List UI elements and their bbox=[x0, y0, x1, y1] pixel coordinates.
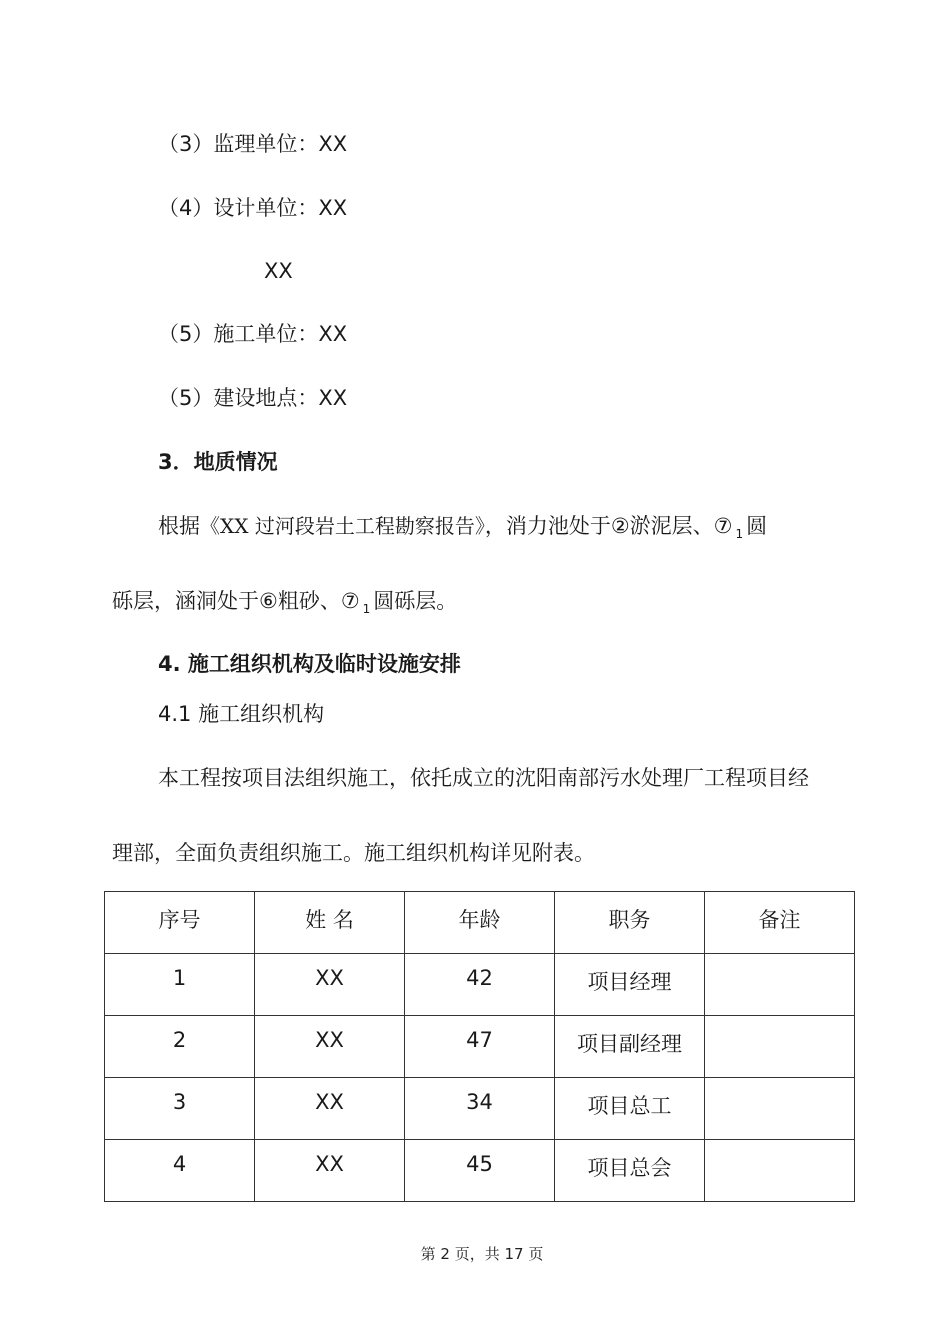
table-cell: 项目经理 bbox=[555, 954, 705, 1016]
table-row bbox=[105, 1140, 855, 1202]
section-4-paragraph-line-1: 本工程按项目法组织施工，依托成立的沈阳南部污水处理厂工程项目经 bbox=[158, 766, 809, 790]
organization-table bbox=[104, 891, 855, 1202]
table-cell: 45 bbox=[405, 1140, 555, 1202]
table-header-cell: 年龄 bbox=[405, 892, 555, 954]
table-cell bbox=[705, 1140, 855, 1202]
table-cell: 3 bbox=[105, 1078, 255, 1140]
table-cell: 47 bbox=[405, 1016, 555, 1078]
table-header-row bbox=[105, 892, 855, 954]
table-cell: 42 bbox=[405, 954, 555, 1016]
table-header-cell: 序号 bbox=[105, 892, 255, 954]
table-cell: 2 bbox=[105, 1016, 255, 1078]
table-cell: 34 bbox=[405, 1078, 555, 1140]
section-4-heading: 4. 施工组织机构及临时设施安排 bbox=[158, 652, 461, 676]
item-construction-unit: （5）施工单位：XX bbox=[158, 322, 348, 346]
item-construction-site: （5）建设地点：XX bbox=[158, 386, 348, 410]
table-cell: 4 bbox=[105, 1140, 255, 1202]
table-cell: XX bbox=[255, 1078, 405, 1140]
table-cell: 项目总工 bbox=[555, 1078, 705, 1140]
table-cell bbox=[705, 1016, 855, 1078]
table-header-cell: 姓 名 bbox=[255, 892, 405, 954]
section-3-paragraph-line-2: 砾层，涵洞处于⑥粗砂、⑦ $_1$ 圆砾层。 bbox=[112, 589, 458, 616]
table-header-cell: 职务 bbox=[555, 892, 705, 954]
section-3-paragraph-line-1: 根据《XX 过河段岩土工程勘察报告》，消力池处于②淤泥层、⑦ $_1$ 圆 bbox=[158, 514, 768, 541]
table-cell: 项目副经理 bbox=[555, 1016, 705, 1078]
item-supervision-unit: （3）监理单位：XX bbox=[158, 132, 348, 156]
section-3-heading: 3．地质情况 bbox=[158, 450, 278, 474]
table-row bbox=[105, 1078, 855, 1140]
section-4-paragraph-line-2: 理部，全面负责组织施工。施工组织机构详见附表。 bbox=[112, 841, 595, 865]
table-cell: XX bbox=[255, 954, 405, 1016]
table-row bbox=[105, 1016, 855, 1078]
table-cell: XX bbox=[255, 1140, 405, 1202]
section-4-1-subheading: 4.1 施工组织机构 bbox=[158, 702, 325, 726]
item-design-unit-continuation: XX bbox=[264, 259, 293, 283]
table-cell bbox=[705, 954, 855, 1016]
item-design-unit: （4）设计单位：XX bbox=[158, 196, 348, 220]
table-cell bbox=[705, 1078, 855, 1140]
table-cell: 项目总会 bbox=[555, 1140, 705, 1202]
table-cell: 1 bbox=[105, 954, 255, 1016]
report-title: 《XX 过河段岩土工程勘察报告》 bbox=[200, 514, 485, 538]
page-footer: 第 2 页，共 17 页 bbox=[420, 1245, 544, 1263]
table-header-cell: 备注 bbox=[705, 892, 855, 954]
table-cell: XX bbox=[255, 1016, 405, 1078]
table-row bbox=[105, 954, 855, 1016]
